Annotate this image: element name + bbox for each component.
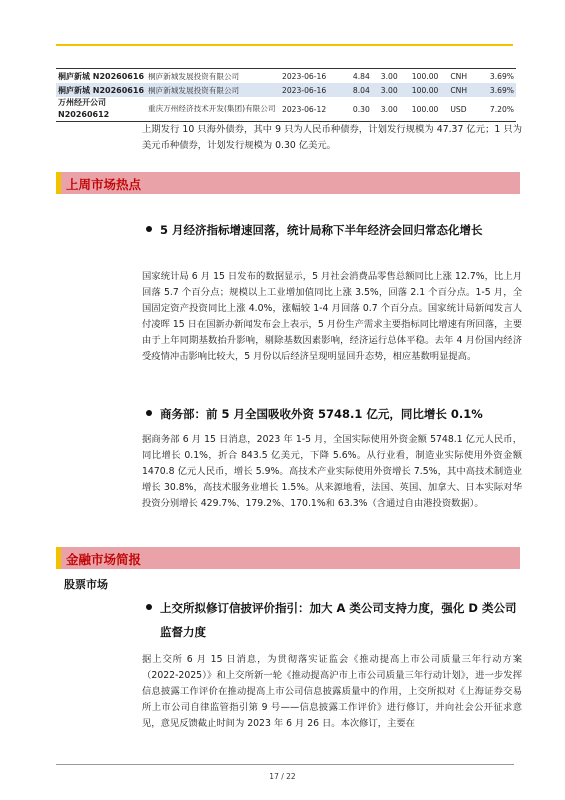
table-cell: 3.00 [372, 69, 400, 84]
table-cell: 3.69% [479, 83, 516, 97]
table-cell: 桐庐新城发展投资有限公司 [146, 69, 280, 84]
news-title-1: 5 月经济指标增速回落，统计局称下半年经济会回归常态化增长 [160, 223, 483, 237]
section-title: 金融市场简报 [66, 552, 142, 567]
table-cell: 桐庐新城发展投资有限公司 [146, 83, 280, 97]
table-cell: 2023-06-12 [280, 97, 344, 122]
bullet-icon [146, 604, 152, 610]
table-row [56, 83, 516, 97]
news-body-1: 国家统计局 6 月 15 日发布的数据显示，5 月社会消费品零售总额同比上涨 12.7%，比上月回落 5.7 个百分点；规模以上工业增加值同比上涨 3.5%，回落 2.1 个百分点。1-5 月，全国固定资产投资同比上涨 4.0%，涨幅较 1-4 月回落 0.7 个百分点。国家统计局新闻发言人付凌晖 15 日在国新办新闻发布会上表示，5 月份生产需求主要指标同比增速有所回落，主要由于上年同期基数抬升影响，剔除基数因素影响，经济运行总体平稳。去年 4 月份国内经济受疫情冲击影响比较大，5 月份以后经济呈现明显回升态势，相应基数明显提高。 [142, 271, 522, 362]
table-cell: 2023-06-16 [280, 83, 344, 97]
news-body-2: 据商务部 6 月 15 日消息，2023 年 1-5 月，全国实际使用外资金额 5748.1 亿元人民币，同比增长 0.1%，折合 843.5 亿美元，下降 5.6%。从行业看，制造业实际使用外资金额 1470.8 亿元人民币，增长 5.9%。高技术产业实际使用外资增长 7.5%，其中高技术制造业增长 30.8%，高技术服务业增长 1.5%。从来源地看，法国、英国、加拿大、日本实际对华投资分别增长 429.7%、179.2%、170.1%和 63.3%（含通过自由港投资数据）。 [142, 434, 522, 509]
section-accent [56, 547, 61, 569]
news-title-2: 商务部：前 5 月全国吸收外资 5748.1 亿元，同比增长 0.1% [160, 407, 483, 421]
table-cell: 8.04 [344, 83, 372, 97]
table-cell: 桐庐新城 N20260616 [56, 83, 146, 97]
table-cell: 100.00 [400, 69, 441, 84]
table-cell: 桐庐新城 N20260616 [56, 69, 146, 84]
table-cell: 7.20% [479, 97, 516, 122]
table-row [56, 69, 516, 84]
table-cell: 3.69% [479, 69, 516, 84]
table-cell: 100.00 [400, 97, 441, 122]
table-cell: CNH [440, 83, 478, 97]
section-title: 上周市场热点 [66, 177, 142, 192]
table-cell: 万州经开公司 N20260612 [56, 97, 146, 122]
table-cell: 重庆万州经济技术开发(集团)有限公司 [146, 97, 280, 122]
bond-table [56, 68, 516, 122]
footer-rule [56, 764, 514, 765]
subsection-title: 股票市场 [64, 578, 108, 591]
table-cell: USD [440, 97, 478, 122]
section-header-market-brief [56, 547, 520, 569]
table-cell: 4.84 [344, 69, 372, 84]
table-note: 上期发行 10 只海外债券，其中 9 只为人民币种债券，计划发行规模为 47.37 亿元；1 只为美元币种债券，计划发行规模为 0.30 亿美元。 [142, 124, 522, 151]
table-cell: 3.00 [372, 97, 400, 122]
table-row [56, 97, 516, 122]
bullet-icon [146, 410, 152, 416]
bullet-icon [146, 226, 152, 232]
news-body-3: 据上交所 6 月 15 日消息，为贯彻落实证监会《推动提高上市公司质量三年行动方案（2022-2025）》和上交所新一轮《推动提高沪市上市公司质量三年行动计划》，进一步发挥信息披露工作评价在推动提高上市公司信息披露质量中的作用，上交所拟对《上海证券交易所上市公司自律监管指引第 9 号——信息披露工作评价》进行修订，并向社会公开征求意见，意见反馈截止时间为 2023 年 6 月 26 日。本次修订，主要在 [142, 654, 522, 729]
news-title-3: 上交所拟修订信披评价指引：加大 A 类公司支持力度，强化 D 类公司监督力度 [160, 601, 517, 639]
table-cell: 0.30 [344, 97, 372, 122]
table-cell: 3.00 [372, 83, 400, 97]
page-number: 17 / 22 [269, 772, 296, 781]
table-cell: CNH [440, 69, 478, 84]
section-header-hotspots [56, 172, 520, 194]
section-accent [56, 172, 61, 194]
table-cell: 100.00 [400, 83, 441, 97]
table-cell: 2023-06-16 [280, 69, 344, 84]
header-rule [56, 44, 513, 46]
